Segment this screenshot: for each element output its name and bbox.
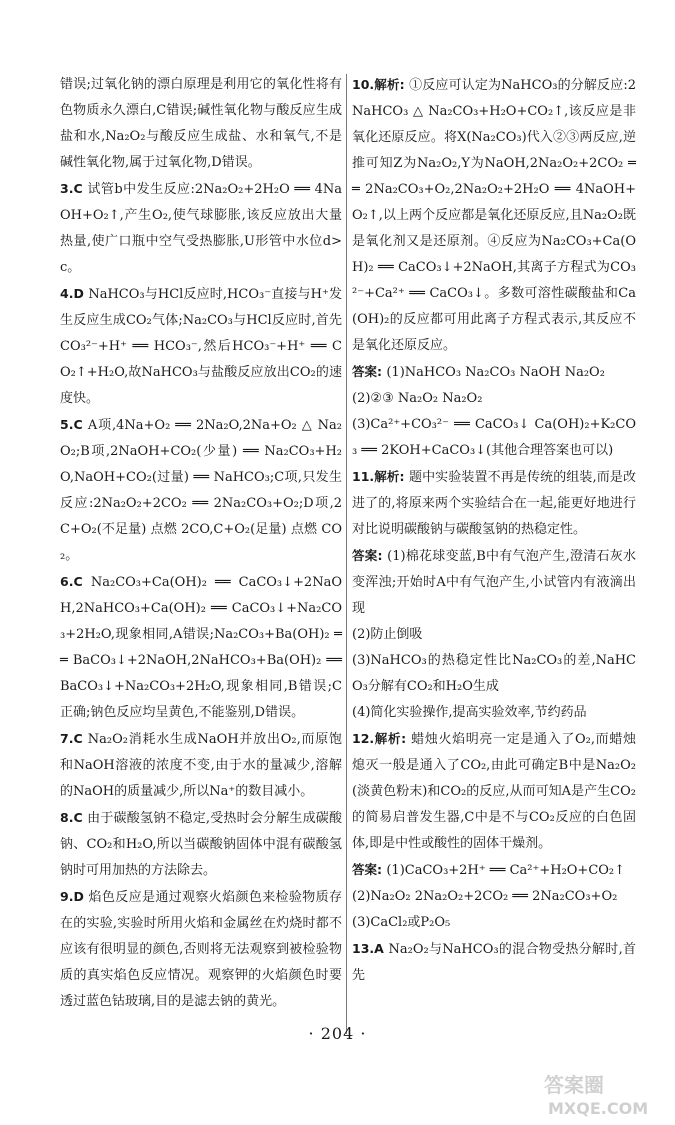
left-entry (60, 412, 342, 569)
question-number: 答案: (352, 548, 388, 563)
answer-text: 焰色反应是通过观察火焰颜色来检验物质存在的实验,实验时所用火焰和金属丝在灼烧时都不应该有很明显的颜色,否则将无法观察到被检验物质的真实焰色反应情况。观察钾的火焰颜色时要透过蓝色钴玻璃,目的是滤去钠的黄光。 (60, 890, 342, 1009)
answer-line (352, 700, 636, 726)
answer-text: (3)NaHCO₃的热稳定性比Na₂CO₃的差,NaHCO₃分解有CO₂和H₂O生成 (352, 653, 636, 694)
answer-line (352, 648, 636, 700)
left-entry (60, 72, 342, 176)
answer-text: (2)②③ Na₂O₂ Na₂O₂ (352, 391, 483, 406)
answer-text: (1)棉花球变蓝,B中有气泡产生,澄清石灰水变浑浊;开始时A中有气泡产生,小试管内有液滴出现 (352, 549, 636, 616)
left-column (60, 72, 342, 1015)
answer-line (352, 359, 636, 386)
answer-line (352, 464, 636, 543)
page-number: · 204 · (308, 1024, 367, 1043)
answer-text: ①反应可认定为NaHCO₃的分解反应:2NaHCO₃ △ Na₂CO₃+H₂O+CO₂↑,该反应是非氧化还原反应。将X(Na₂CO₃)代入②③两反应,逆推可知Z为Na₂O₂,Y为NaOH,2Na₂O₂+2CO₂ ══ 2Na₂CO₃+O₂,2Na₂O₂+2H₂O ══ 4NaOH+O₂↑,以上两个反应都是氧化还原反应,且Na₂O₂既是氧化剂又是还原剂。④反应为Na₂CO₃+Ca(OH)₂ ══ CaCO₃↓+2NaOH,其离子方程式为CO₃²⁻+Ca²⁺ ══ CaCO₃↓。多数可溶性碳酸盐和Ca(OH)₂的反应都可用此离子方程式表示,其反应不是氧化还原反应。 (352, 78, 636, 353)
answer-text: (2)防止倒吸 (352, 627, 423, 642)
answer-text: 由于碳酸氢钠不稳定,受热时会分解生成碳酸钠、CO₂和H₂O,所以当碳酸钠固体中混有碳酸氢钠时可用加热的方法除去。 (60, 811, 342, 878)
svg-text:MXQE.COM: MXQE.COM (548, 1099, 649, 1118)
answer-text: Na₂O₂与NaHCO₃的混合物受热分解时,首先 (352, 942, 637, 983)
right-entry (352, 726, 636, 857)
answer-text: (1)CaCO₃+2H⁺ ══ Ca²⁺+H₂O+CO₂↑ (386, 863, 626, 878)
watermark-logo (540, 1068, 668, 1120)
right-entry (352, 72, 636, 359)
question-number: 6.C (60, 574, 91, 589)
left-entry (60, 281, 342, 412)
column-divider (346, 74, 347, 1034)
answer-line (60, 412, 342, 569)
answer-line (352, 386, 636, 412)
question-number: 答案: (352, 862, 387, 877)
answer-text: (2)Na₂O₂ 2Na₂O₂+2CO₂ ══ 2Na₂CO₃+O₂ (352, 889, 618, 904)
answer-text: (1)NaHCO₃ Na₂CO₃ NaOH Na₂O₂ (386, 365, 605, 380)
answer-text: Na₂O₂消耗水生成NaOH并放出O₂,而原饱和NaOH溶液的浓度不变,由于水的量减少,溶解的NaOH的质量减少,所以Na⁺的数目减小。 (60, 732, 343, 799)
question-number: 5.C (60, 417, 88, 432)
right-entry (352, 359, 636, 464)
answer-line (60, 805, 342, 884)
left-entry (60, 176, 342, 281)
answer-line (352, 543, 636, 622)
watermark-text: 答案圈 (544, 1073, 604, 1097)
answer-line (60, 569, 342, 726)
question-number: 12.解析: (352, 731, 412, 746)
question-number: 9.D (60, 889, 89, 904)
question-number: 10.解析: (352, 77, 410, 92)
answer-text: 题中实验装置不再是传统的组装,而是改进了的,将原来两个实验结合在一起,能更好地进行对比说明碳酸钠与碳酸氢钠的热稳定性。 (352, 470, 636, 537)
answer-line (352, 72, 636, 359)
answer-text: 试管b中发生反应:2Na₂O₂+2H₂O ══ 4NaOH+O₂↑,产生O₂,使气球膨胀,该反应放出大量热量,使广口瓶中空气受热膨胀,U形管中水位d>c。 (60, 182, 342, 275)
answer-line (352, 910, 636, 936)
answer-line (352, 726, 636, 857)
answer-line (352, 412, 636, 464)
answer-line (60, 726, 342, 805)
answer-text: NaHCO₃与HCl反应时,HCO₃⁻直接与H⁺发生反应生成CO₂气体;Na₂CO₃与HCl反应时,首先CO₃²⁻+H⁺ ══ HCO₃⁻,然后HCO₃⁻+H⁺ ══ CO₂↑+H₂O,故NaHCO₃与盐酸反应放出CO₂的速度快。 (60, 287, 342, 406)
right-column (352, 72, 636, 989)
right-entry (352, 543, 636, 726)
answer-line (352, 622, 636, 648)
left-entry (60, 569, 342, 726)
right-entry (352, 857, 636, 936)
answer-text: A项,4Na+O₂ ══ 2Na₂O,2Na+O₂ △ Na₂O₂;B项,2NaOH+CO₂(少量) ══ Na₂CO₃+H₂O,NaOH+CO₂(过量) ══ NaHCO₃;C项,只发生反应:2Na₂O₂+2CO₂ ══ 2Na₂CO₃+O₂;D项,2C+O₂(不足量) 点燃 2CO,C+O₂(足量) 点燃 CO₂。 (60, 418, 342, 563)
question-number: 7.C (60, 731, 88, 746)
answer-line (352, 884, 636, 910)
question-number: 13.A (352, 941, 389, 956)
left-entry (60, 726, 342, 805)
answer-text: 错误;过氧化钠的漂白原理是利用它的氧化性将有色物质永久漂白,C错误;碱性氧化物与酸反应生成盐和水,Na₂O₂与酸反应生成盐、水和氧气,不是碱性氧化物,属于过氧化物,D错误。 (60, 77, 342, 170)
answer-line (60, 281, 342, 412)
left-entry (60, 884, 342, 1015)
answer-text: (4)简化实验操作,提高实验效率,节约药品 (352, 705, 587, 720)
answer-line (60, 176, 342, 281)
answer-text: Na₂CO₃+Ca(OH)₂ ══ CaCO₃↓+2NaOH,2NaHCO₃+Ca(OH)₂ ══ CaCO₃↓+Na₂CO₃+2H₂O,现象相同,A错误;Na₂CO₃+Ba(OH)₂ ══ BaCO₃↓+2NaOH,2NaHCO₃+Ba(OH)₂ ══ BaCO₃↓+Na₂CO₃+2H₂O,现象相同,B错误;C正确;钠色反应均呈黄色,不能鉴别,D错误。 (60, 575, 342, 720)
right-entry (352, 464, 636, 543)
answer-line (352, 857, 636, 884)
answer-text: 蜡烛火焰明亮一定是通入了O₂,而蜡烛熄灭一般是通入了CO₂,由此可确定B中是Na₂O₂(淡黄色粉末)和CO₂的反应,从而可知A是产生CO₂的简易启普发生器,C中是不与CO₂反应的白色固体,即是中性或酸性的固体干燥剂。 (352, 732, 636, 851)
answer-text: (3)CaCl₂或P₂O₅ (352, 915, 451, 930)
left-entry (60, 805, 342, 884)
answer-line (352, 936, 636, 989)
answer-line (60, 72, 342, 176)
question-number: 3.C (60, 181, 88, 196)
question-number: 4.D (60, 286, 89, 301)
right-entry (352, 936, 636, 989)
question-number: 8.C (60, 810, 88, 825)
answer-text: (3)Ca²⁺+CO₃²⁻ ══ CaCO₃↓ Ca(OH)₂+K₂CO₃ ══ 2KOH+CaCO₃↓(其他合理答案也可以) (352, 417, 636, 458)
question-number: 11.解析: (352, 469, 409, 484)
answer-line (60, 884, 342, 1015)
question-number: 答案: (352, 364, 387, 379)
